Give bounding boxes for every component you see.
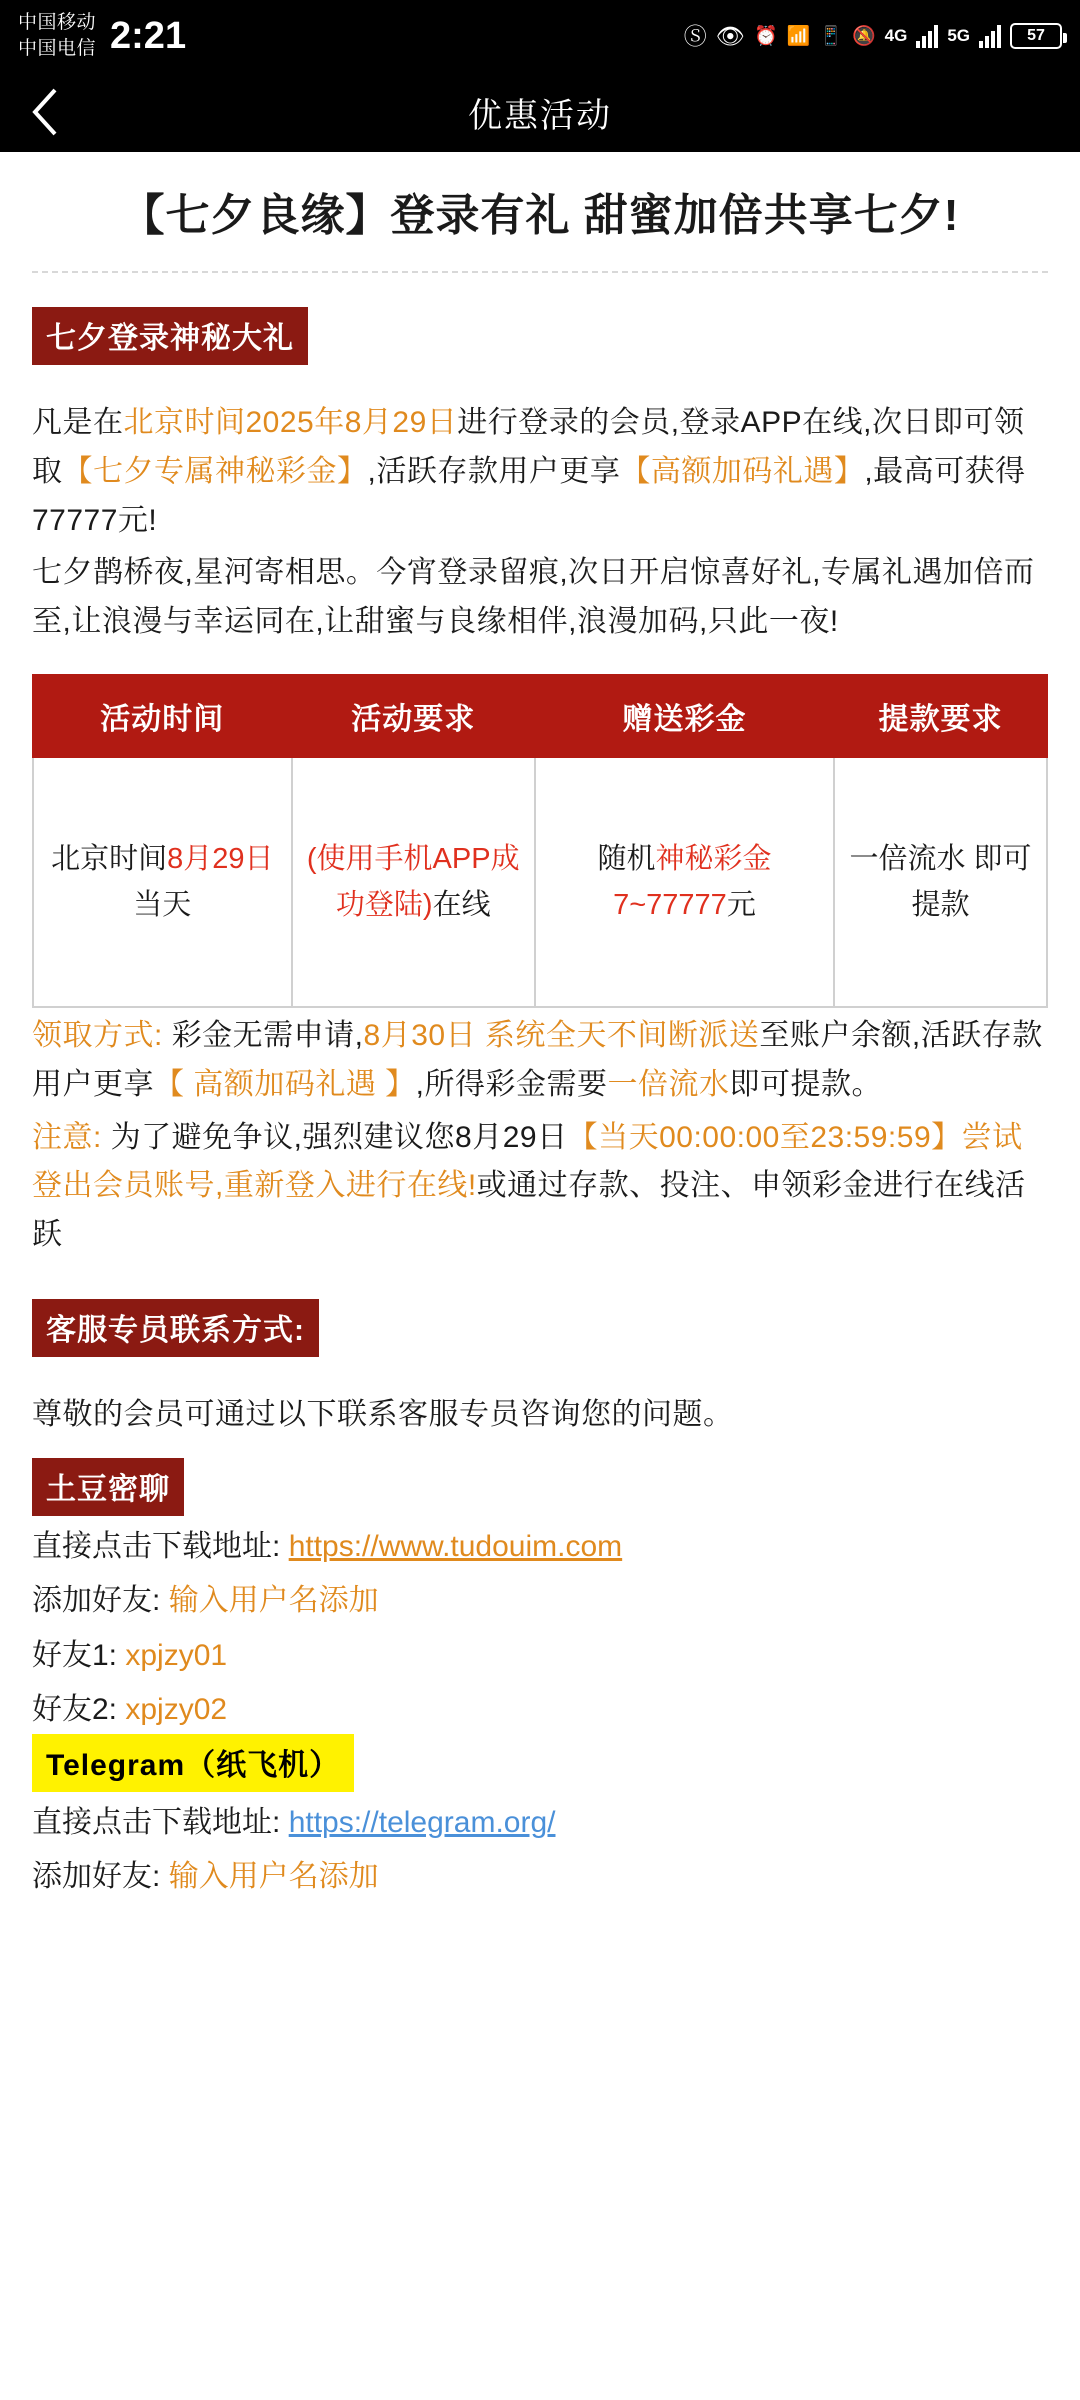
mute-icon: Ⓢ — [683, 22, 707, 49]
status-bar — [0, 0, 1080, 72]
contact-download-line-tudou — [32, 1524, 1048, 1571]
cell-requirement — [292, 757, 535, 1007]
friend-label-tudou: 添加好友: — [32, 1584, 161, 1618]
cell-time — [33, 757, 292, 1007]
cell-bonus-part4: 元 — [726, 889, 756, 922]
friend-row-2 — [32, 1687, 1048, 1734]
p1-seg3: 进行登录的会员,登录APP在线,次日即可领取 — [32, 406, 1025, 488]
cell-bonus-part2: 神秘彩金 — [655, 842, 772, 875]
carrier-2-label: 中国电信 — [18, 38, 97, 59]
page-title: 优惠活动 — [468, 96, 612, 135]
cell-time-part2: 8月29日 — [167, 842, 274, 875]
status-icons — [684, 23, 1062, 49]
friend-1-label: 好友1: — [32, 1638, 118, 1672]
spacer-2 — [32, 1440, 1048, 1458]
notification-off-icon: 🔕 — [851, 25, 876, 47]
network-4g-label: 4G — [884, 26, 908, 45]
p1-extra-highlight: 【高额加码礼遇】 — [620, 454, 865, 488]
contact-block-telegram — [32, 1734, 1048, 1901]
friend-label-telegram: 添加好友: — [32, 1860, 161, 1894]
battery-icon — [1010, 23, 1062, 49]
contact-friend-line-telegram — [32, 1854, 1048, 1901]
promo-content — [0, 152, 1080, 1901]
claim-seg1: 彩金无需申请, — [171, 1019, 364, 1053]
section2-tag-wrap — [32, 1299, 1048, 1357]
table-header-withdraw: 提款要求 — [834, 675, 1047, 757]
signal-bars-2-icon — [979, 24, 1001, 48]
paragraph-3: 尊敬的会员可通过以下联系客服专员咨询您的问题。 — [32, 1398, 734, 1432]
download-link-tudou[interactable]: https://www.tudouim.com — [288, 1529, 623, 1563]
claim-seg5: ,所得彩金需要 — [415, 1067, 608, 1101]
status-clock: 2:21 — [110, 14, 187, 57]
table-header-time: 活动时间 — [33, 675, 292, 757]
claim-paragraph — [32, 1012, 1048, 1109]
notice-window-highlight: 【当天00:00:00至23:59:59】尝试登出会员账号,重新登入进行在线! — [32, 1120, 1023, 1203]
table-header-bonus: 赠送彩金 — [535, 675, 834, 757]
cell-bonus-part3: 7~77777 — [613, 889, 727, 922]
p1-bonus-highlight: 【七夕专属神秘彩金】 — [62, 454, 368, 488]
table-header-requirement: 活动要求 — [292, 675, 535, 757]
table-row — [33, 757, 1047, 1007]
cell-time-part1: 北京时间 — [51, 842, 168, 875]
contact-download-line-telegram — [32, 1800, 1048, 1847]
contact-tag-telegram: Telegram（纸飞机） — [32, 1734, 354, 1792]
claim-schedule-highlight: 8月30日 系统全天不间断派送 — [363, 1019, 760, 1053]
alarm-icon: ⏰ — [753, 25, 778, 47]
network-5g-label: 5G — [947, 26, 970, 45]
friend-row-1 — [32, 1633, 1048, 1680]
friend-hint-tudou: 输入用户名添加 — [168, 1584, 379, 1618]
spacer-1 — [32, 1259, 1048, 1299]
claim-rollover-highlight: 一倍流水 — [607, 1067, 730, 1101]
paragraph-1 — [32, 399, 1048, 545]
cell-time-part3: 当天 — [133, 889, 192, 922]
battery-percent-label: 57 — [1027, 27, 1045, 44]
claim-seg3: 至账户余额,活跃存款用户更享 — [32, 1019, 1043, 1101]
contact-tag-tudou: 土豆密聊 — [32, 1458, 184, 1516]
notice-paragraph — [32, 1114, 1048, 1260]
download-label-tudou: 直接点击下载地址: — [32, 1529, 281, 1563]
download-link-telegram[interactable]: https://telegram.org/ — [288, 1805, 556, 1839]
friend-2-label: 好友2: — [32, 1693, 118, 1727]
contact-friend-line-tudou — [32, 1578, 1048, 1625]
p1-seg1: 凡是在 — [32, 406, 124, 440]
table-header-row — [33, 675, 1047, 757]
notice-seg3: 或通过存款、投注、申领彩金进行在线活跃 — [32, 1169, 1026, 1251]
cell-withdraw: 一倍流水 即可提款 — [834, 757, 1047, 1007]
contact-block-tudou — [32, 1458, 1048, 1734]
cell-bonus-part1: 随机 — [597, 842, 656, 875]
claim-extra-highlight: 【 高额加码礼遇 】 — [154, 1067, 416, 1101]
section1-tag-wrap — [32, 307, 1048, 365]
p1-seg5: ,活跃存款用户更享 — [367, 454, 621, 488]
title-bar — [0, 72, 1080, 152]
cell-requirement-part2: 在线 — [432, 889, 491, 922]
promo-table — [32, 674, 1048, 1008]
cell-requirement-part1: (使用手机APP成功登陆) — [306, 842, 520, 922]
friend-hint-telegram: 输入用户名添加 — [168, 1860, 379, 1894]
claim-seg7: 即可提款。 — [729, 1067, 883, 1101]
sim-icon: 📱 — [819, 25, 843, 47]
bluetooth-icon: 📶 — [786, 25, 811, 47]
promo-headline: 【七夕良缘】登录有礼 甜蜜加倍共享七夕! — [120, 191, 960, 240]
p1-seg7: ,最高可获得77777元! — [32, 454, 1026, 537]
friend-2-value[interactable]: xpjzy02 — [125, 1693, 228, 1727]
signal-bars-1-icon — [916, 24, 938, 48]
paragraph-2: 七夕鹊桥夜,星河寄相思。今宵登录留痕,次日开启惊喜好礼,专属礼遇加倍而至,让浪漫与幸运同在,让甜蜜与良缘相伴,浪漫加码,只此一夜! — [32, 556, 1035, 638]
notice-seg1: 为了避免争议,强烈建议您8月29日 — [110, 1120, 568, 1154]
section1-tag: 七夕登录神秘大礼 — [32, 307, 308, 365]
carrier-1-label: 中国移动 — [18, 12, 97, 33]
claim-label: 领取方式: — [32, 1019, 163, 1053]
friend-1-value[interactable]: xpjzy01 — [125, 1638, 228, 1672]
section2-tag: 客服专员联系方式: — [32, 1299, 319, 1357]
eye-icon: 👁 — [715, 22, 745, 49]
p1-date-highlight: 北京时间2025年8月29日 — [123, 406, 458, 440]
headline-divider — [32, 271, 1048, 273]
notice-label: 注意: — [32, 1120, 102, 1154]
download-label-telegram: 直接点击下载地址: — [32, 1805, 281, 1839]
carrier-labels — [18, 10, 96, 62]
cell-bonus — [535, 757, 834, 1007]
